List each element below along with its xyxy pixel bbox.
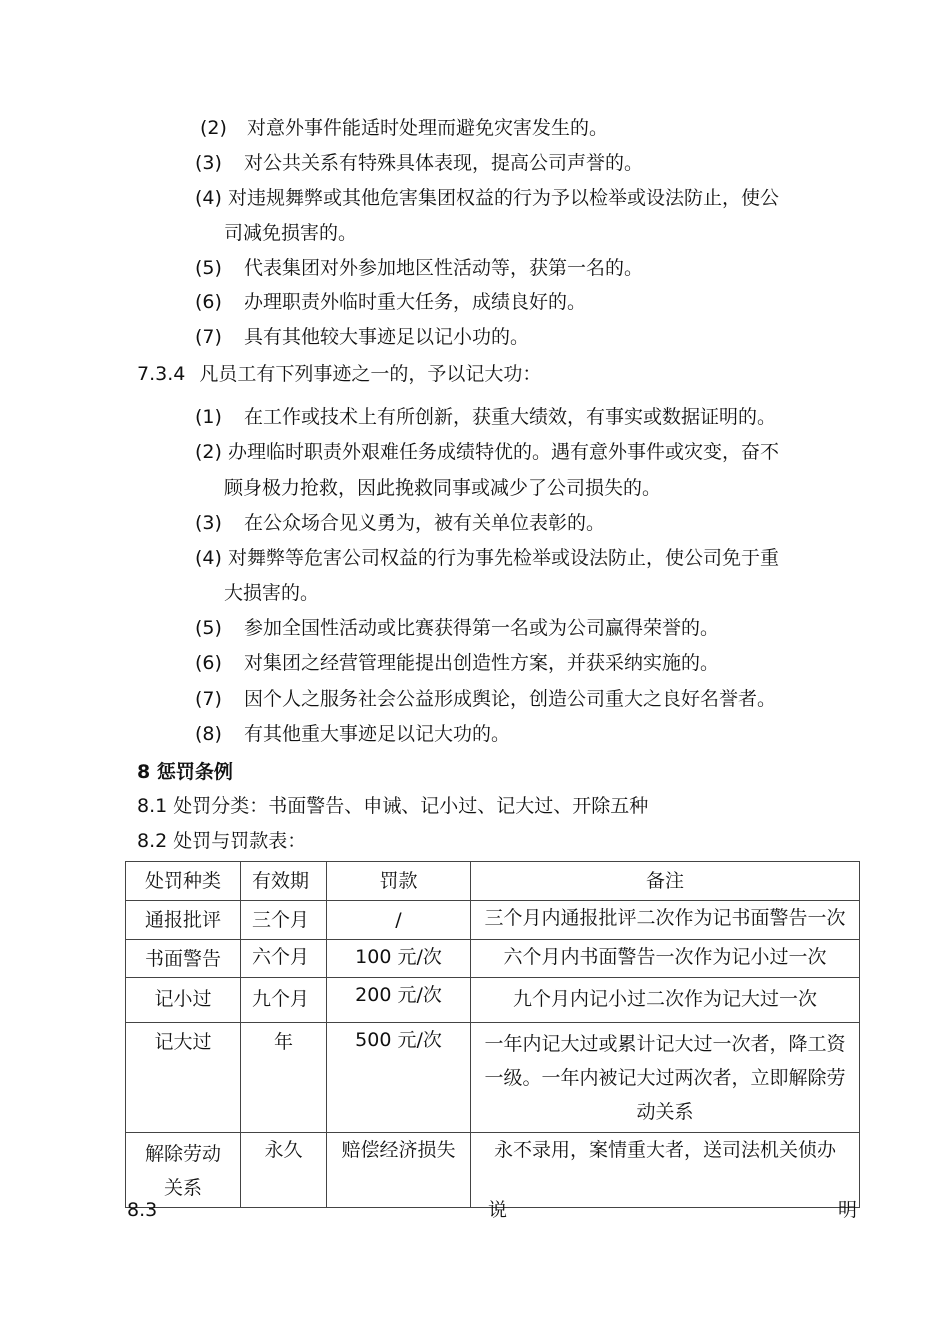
table-row [126, 978, 860, 1023]
paragraph: 8.2 处罚与罚款表： [137, 830, 307, 852]
chapter-heading: 8 惩罚条例 [137, 761, 233, 783]
list-item [195, 151, 643, 175]
table-cell: 通报批评 [126, 901, 241, 940]
item-text: 对舞弊等危害公司权益的行为事先检举或设法防止，使公司免于重 [227, 547, 779, 569]
list-item [195, 722, 510, 746]
item-number: (3) [195, 512, 222, 534]
table-cell: 九个月内记小过二次作为记大过一次 [471, 978, 860, 1023]
item-number: (5) [195, 257, 222, 279]
table-cell: 永不录用，案情重大者，送司法机关侦办 [471, 1133, 860, 1208]
table-cell: 年 [241, 1023, 327, 1133]
item-text: 对公共关系有特殊具体表现，提高公司声誉的。 [243, 152, 643, 174]
table-cell: 书面警告 [126, 940, 241, 978]
table-cell: 九个月 [241, 978, 327, 1023]
table-row [126, 1133, 860, 1208]
item-number: (7) [195, 326, 222, 348]
item-text: 在工作或技术上有所创新，获重大绩效，有事实或数据证明的。 [243, 406, 776, 428]
list-item [195, 325, 529, 349]
item-number: (2) [195, 441, 222, 463]
table-cell: 记小过 [126, 978, 241, 1023]
section-number: 7.3.4 [137, 363, 186, 385]
list-item-continuation: 司减免损害的。 [224, 222, 358, 244]
table-cell: 赔偿经济损失 [327, 1133, 471, 1208]
table-cell: 记大过 [126, 1023, 241, 1133]
item-text: 参加全国性活动或比赛获得第一名或为公司赢得荣誉的。 [243, 617, 719, 639]
section-heading [137, 362, 541, 386]
list-item [195, 651, 719, 675]
table-row [126, 1023, 860, 1133]
section-text: 凡员工有下列事迹之一的，予以记大功： [199, 363, 542, 385]
table-cell: 500 元/次 [327, 1023, 471, 1133]
list-item [195, 546, 779, 570]
header-cell: 备注 [471, 862, 860, 901]
item-number: (2) [200, 117, 227, 139]
footer-word: 说 [488, 1199, 508, 1221]
table-row [126, 940, 860, 978]
item-text: 对意外事件能适时处理而避免灾害发生的。 [246, 117, 608, 139]
list-item-continuation: 大损害的。 [224, 582, 320, 604]
table-cell: 三个月内通报批评二次作为记书面警告一次 [471, 901, 860, 940]
item-text: 对集团之经营管理能提出创造性方案，并获采纳实施的。 [243, 652, 719, 674]
table-cell: 三个月 [241, 901, 327, 940]
item-text: 在公众场合见义勇为，被有关单位表彰的。 [243, 512, 605, 534]
table-cell: / [327, 901, 471, 940]
table-cell: 一年内记大过或累计记大过一次者，降工资一级。一年内被记大过两次者，立即解除劳动关系 [471, 1023, 860, 1133]
item-number: (1) [195, 406, 222, 428]
table-cell: 六个月内书面警告一次作为记小过一次 [471, 940, 860, 978]
list-item [195, 186, 779, 210]
footer-word: 明 [838, 1199, 858, 1221]
item-number: (3) [195, 152, 222, 174]
list-item [200, 116, 608, 140]
section-number: 8.3 [127, 1199, 158, 1221]
paragraph: 8.1 处罚分类：书面警告、申诫、记小过、记大过、开除五种 [137, 795, 649, 817]
item-number: (5) [195, 617, 222, 639]
table-cell: 六个月 [241, 940, 327, 978]
list-item-continuation: 顾身极力抢救，因此挽救同事或减少了公司损失的。 [224, 477, 662, 499]
item-number: (6) [195, 291, 222, 313]
list-item [195, 440, 779, 464]
table-cell: 100 元/次 [327, 940, 471, 978]
table-cell: 200 元/次 [327, 978, 471, 1023]
item-number: (6) [195, 652, 222, 674]
list-item [195, 687, 776, 711]
table-row [126, 901, 860, 940]
list-item [195, 616, 719, 640]
table-cell: 永久 [241, 1133, 327, 1208]
item-text: 对违规舞弊或其他危害集团权益的行为予以检举或设法防止，使公 [227, 187, 779, 209]
item-number: (8) [195, 723, 222, 745]
item-text: 有其他重大事迹足以记大功的。 [243, 723, 510, 745]
list-item [195, 405, 776, 429]
header-cell: 罚款 [327, 862, 471, 901]
header-cell: 有效期 [241, 862, 327, 901]
table-header-row [126, 862, 860, 901]
penalty-table [125, 861, 860, 1208]
item-text: 办理临时职责外艰难任务成绩特优的。遇有意外事件或灾变，奋不 [227, 441, 779, 463]
item-number: (7) [195, 688, 222, 710]
list-item [195, 290, 586, 314]
table-cell: 解除劳动关系 [126, 1133, 241, 1208]
item-number: (4) [195, 187, 222, 209]
list-item [195, 511, 605, 535]
item-text: 因个人之服务社会公益形成舆论，创造公司重大之良好名誉者。 [243, 688, 776, 710]
list-item [195, 256, 643, 280]
item-text: 具有其他较大事迹足以记小功的。 [243, 326, 529, 348]
item-text: 办理职责外临时重大任务，成绩良好的。 [243, 291, 586, 313]
item-number: (4) [195, 547, 222, 569]
item-text: 代表集团对外参加地区性活动等，获第一名的。 [243, 257, 643, 279]
header-cell: 处罚种类 [126, 862, 241, 901]
